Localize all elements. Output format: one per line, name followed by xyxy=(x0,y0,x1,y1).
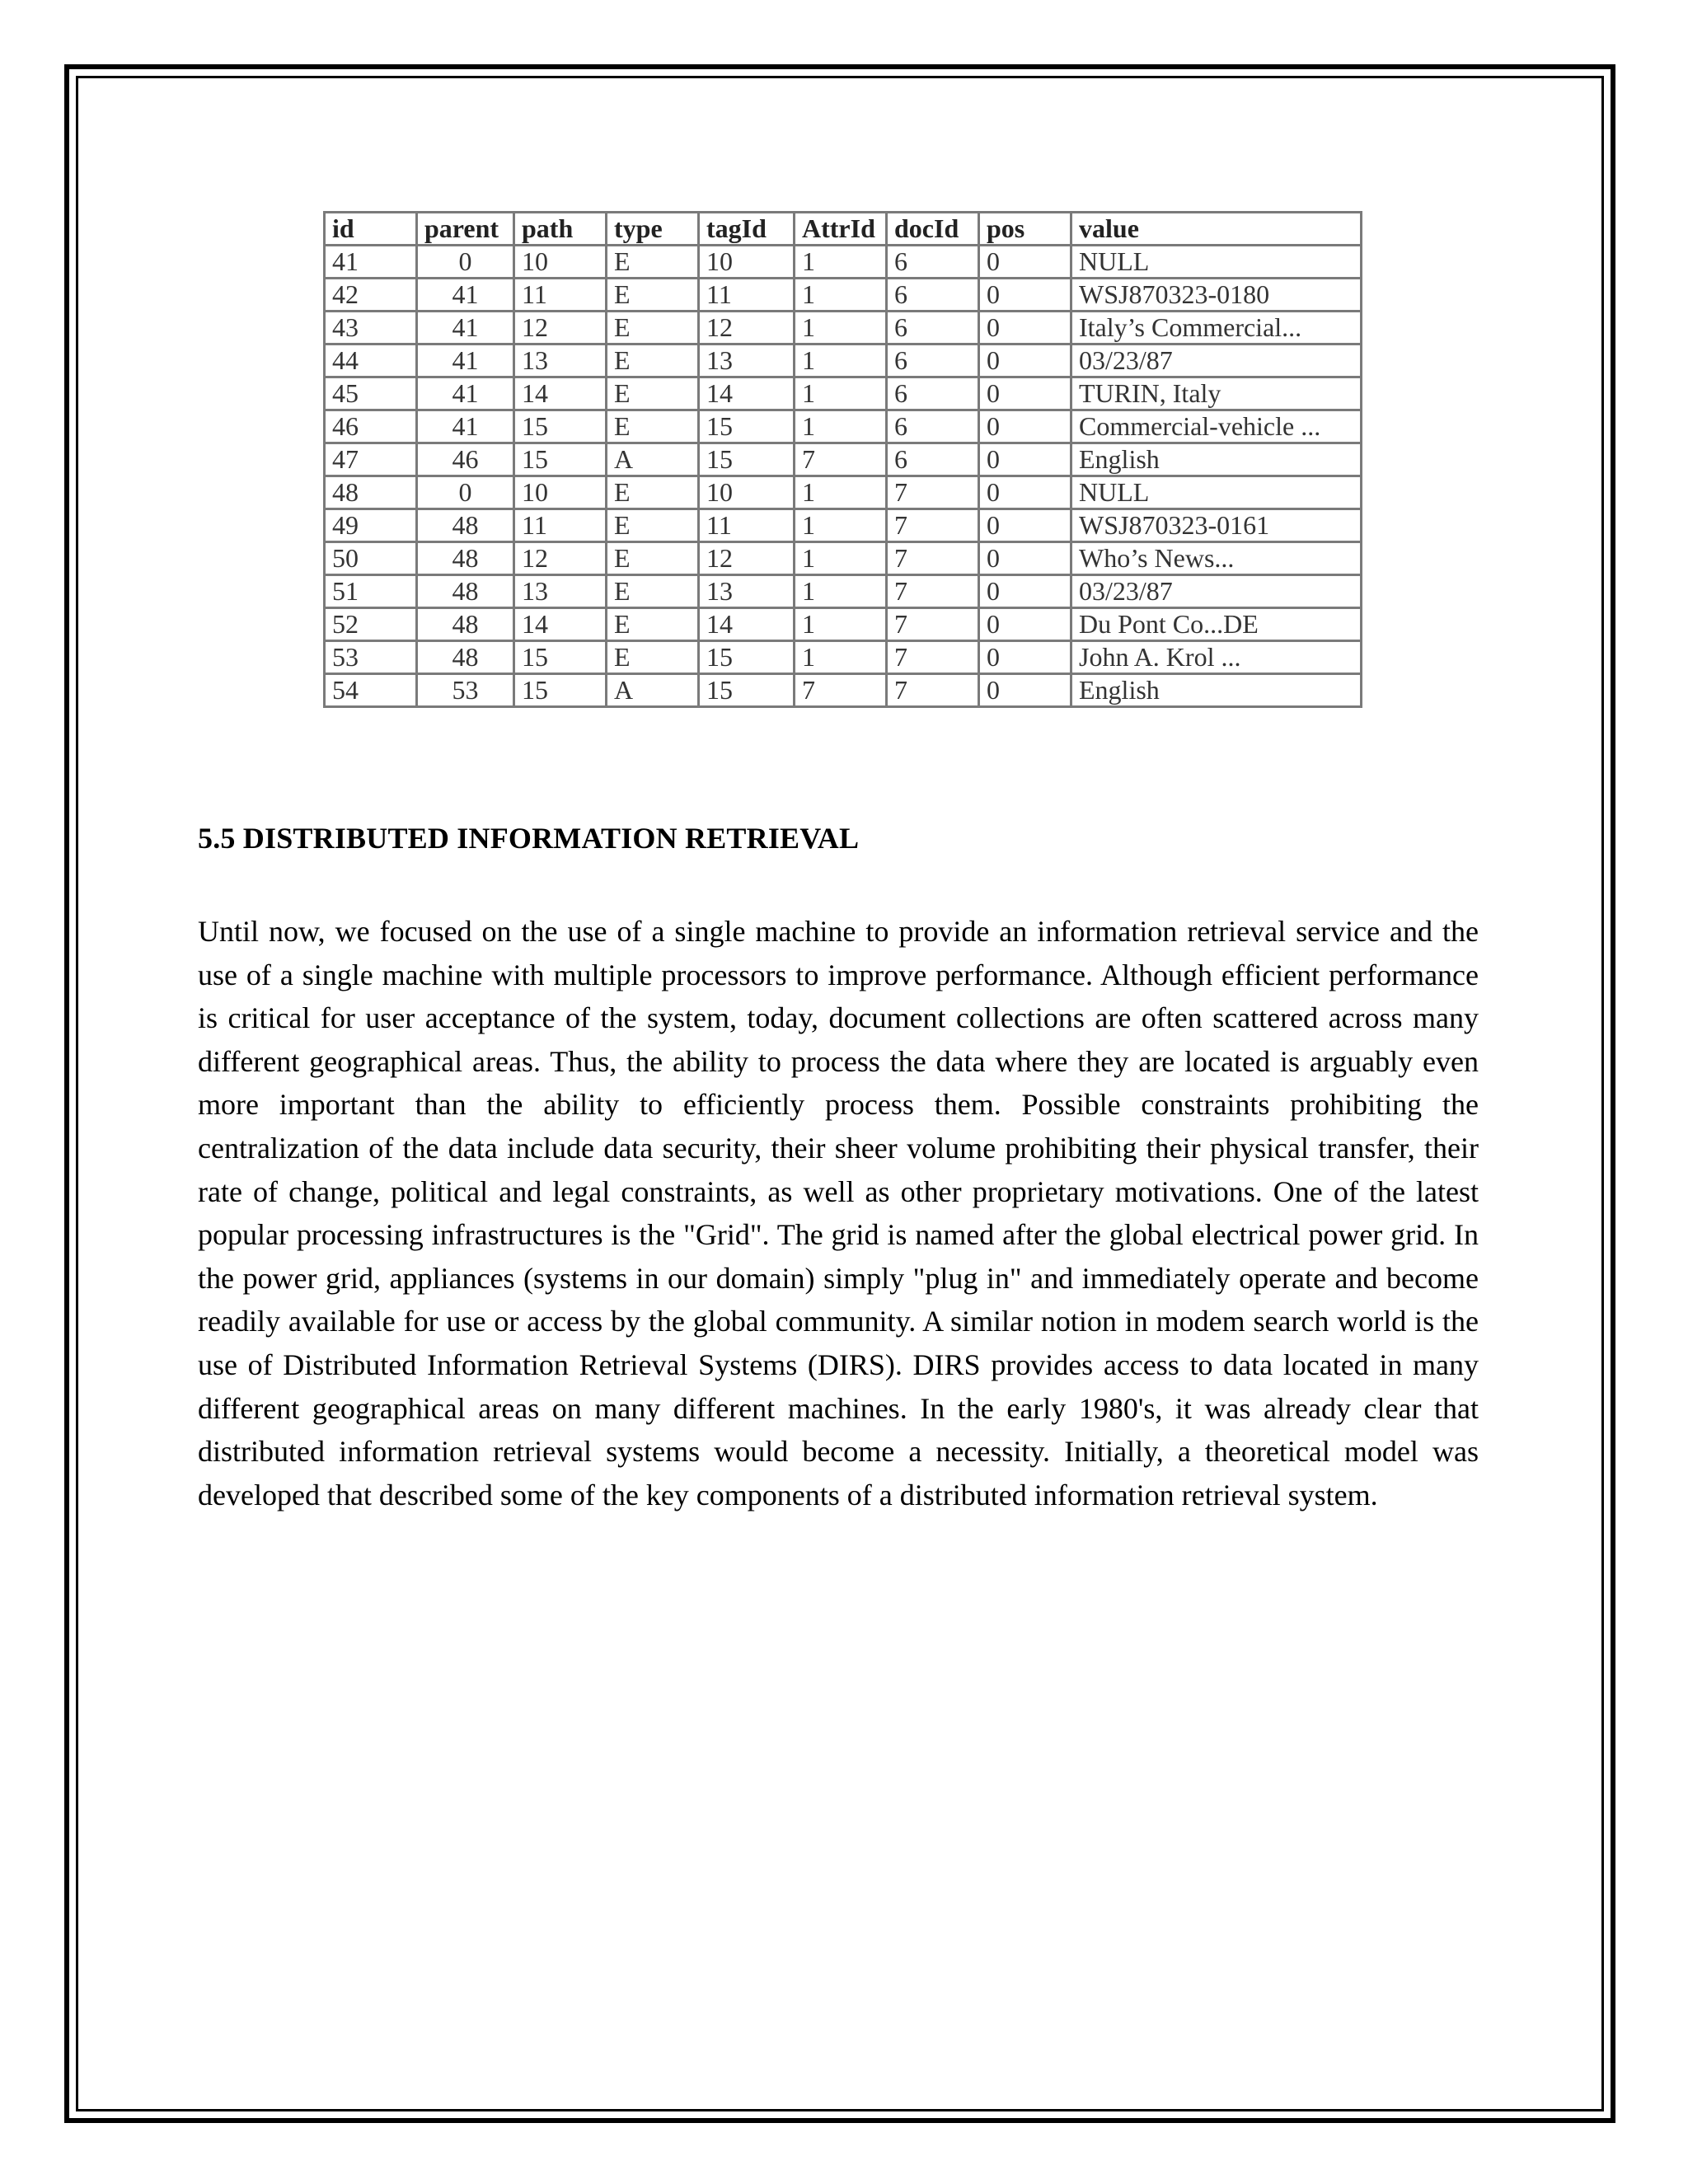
table-cell-value: NULL xyxy=(1071,476,1362,509)
table-cell-path: 13 xyxy=(514,344,607,377)
table-row xyxy=(325,279,1362,312)
table-cell-type: E xyxy=(607,608,699,641)
table-cell-path: 11 xyxy=(514,509,607,542)
table-cell-type: E xyxy=(607,641,699,674)
table-cell-type: E xyxy=(607,344,699,377)
table-cell-pos: 0 xyxy=(979,575,1071,608)
table-cell-tagid: 15 xyxy=(699,443,795,476)
table-cell-type: E xyxy=(607,575,699,608)
table-cell-path: 10 xyxy=(514,476,607,509)
table-cell-value: NULL xyxy=(1071,246,1362,279)
table-cell-pos: 0 xyxy=(979,377,1071,410)
table-cell-value: WSJ870323-0180 xyxy=(1071,279,1362,312)
table-cell-docid: 6 xyxy=(887,246,979,279)
table-cell-id: 48 xyxy=(325,476,417,509)
table-cell-path: 15 xyxy=(514,674,607,707)
table-cell-tagid: 15 xyxy=(699,674,795,707)
table-cell-attrid: 1 xyxy=(795,608,887,641)
table-cell-path: 11 xyxy=(514,279,607,312)
data-table-container xyxy=(323,211,1360,708)
table-row xyxy=(325,608,1362,641)
table-cell-path: 12 xyxy=(514,542,607,575)
table-header-row xyxy=(325,213,1362,246)
table-cell-id: 43 xyxy=(325,312,417,344)
table-cell-tagid: 14 xyxy=(699,377,795,410)
table-cell-docid: 6 xyxy=(887,377,979,410)
table-cell-type: E xyxy=(607,509,699,542)
table-cell-path: 13 xyxy=(514,575,607,608)
table-cell-value: TURIN, Italy xyxy=(1071,377,1362,410)
table-cell-path: 15 xyxy=(514,410,607,443)
table-cell-attrid: 1 xyxy=(795,344,887,377)
table-cell-value: WSJ870323-0161 xyxy=(1071,509,1362,542)
table-cell-pos: 0 xyxy=(979,246,1071,279)
table-cell-pos: 0 xyxy=(979,674,1071,707)
column-header-tagid: tagId xyxy=(699,213,795,246)
table-cell-pos: 0 xyxy=(979,476,1071,509)
table-cell-path: 14 xyxy=(514,608,607,641)
table-cell-value: Du Pont Co...DE xyxy=(1071,608,1362,641)
table-cell-pos: 0 xyxy=(979,542,1071,575)
column-header-value: value xyxy=(1071,213,1362,246)
section-heading: 5.5 DISTRIBUTED INFORMATION RETRIEVAL xyxy=(198,822,860,855)
table-cell-docid: 7 xyxy=(887,641,979,674)
table-row xyxy=(325,344,1362,377)
table-cell-value: Italy’s Commercial... xyxy=(1071,312,1362,344)
table-cell-parent: 41 xyxy=(417,279,514,312)
table-cell-value: 03/23/87 xyxy=(1071,344,1362,377)
table-cell-tagid: 15 xyxy=(699,641,795,674)
table-cell-value: Commercial-vehicle ... xyxy=(1071,410,1362,443)
table-cell-parent: 41 xyxy=(417,377,514,410)
table-cell-id: 42 xyxy=(325,279,417,312)
table-cell-attrid: 1 xyxy=(795,279,887,312)
table-cell-type: E xyxy=(607,377,699,410)
table-cell-parent: 53 xyxy=(417,674,514,707)
table-cell-id: 45 xyxy=(325,377,417,410)
table-cell-pos: 0 xyxy=(979,509,1071,542)
column-header-docid: docId xyxy=(887,213,979,246)
table-cell-docid: 7 xyxy=(887,575,979,608)
table-cell-id: 47 xyxy=(325,443,417,476)
table-cell-id: 51 xyxy=(325,575,417,608)
table-cell-attrid: 7 xyxy=(795,674,887,707)
table-cell-attrid: 1 xyxy=(795,575,887,608)
table-cell-parent: 41 xyxy=(417,344,514,377)
table-cell-pos: 0 xyxy=(979,410,1071,443)
table-row xyxy=(325,476,1362,509)
table-cell-pos: 0 xyxy=(979,641,1071,674)
table-cell-id: 46 xyxy=(325,410,417,443)
table-cell-parent: 41 xyxy=(417,410,514,443)
table-row xyxy=(325,246,1362,279)
table-row xyxy=(325,509,1362,542)
table-cell-parent: 0 xyxy=(417,476,514,509)
table-cell-id: 53 xyxy=(325,641,417,674)
data-table xyxy=(323,211,1362,708)
table-row xyxy=(325,443,1362,476)
table-cell-value: English xyxy=(1071,443,1362,476)
table-row xyxy=(325,575,1362,608)
table-cell-path: 14 xyxy=(514,377,607,410)
table-cell-path: 12 xyxy=(514,312,607,344)
table-cell-attrid: 7 xyxy=(795,443,887,476)
table-cell-docid: 6 xyxy=(887,279,979,312)
table-cell-attrid: 1 xyxy=(795,542,887,575)
table-cell-type: A xyxy=(607,443,699,476)
table-cell-id: 49 xyxy=(325,509,417,542)
table-cell-docid: 7 xyxy=(887,542,979,575)
table-cell-parent: 48 xyxy=(417,641,514,674)
table-cell-value: English xyxy=(1071,674,1362,707)
table-cell-id: 41 xyxy=(325,246,417,279)
table-cell-docid: 6 xyxy=(887,443,979,476)
column-header-pos: pos xyxy=(979,213,1071,246)
table-cell-id: 50 xyxy=(325,542,417,575)
table-cell-type: A xyxy=(607,674,699,707)
table-cell-id: 54 xyxy=(325,674,417,707)
table-cell-attrid: 1 xyxy=(795,377,887,410)
table-cell-parent: 46 xyxy=(417,443,514,476)
column-header-type: type xyxy=(607,213,699,246)
table-cell-type: E xyxy=(607,476,699,509)
table-cell-value: John A. Krol ... xyxy=(1071,641,1362,674)
table-cell-docid: 7 xyxy=(887,509,979,542)
table-cell-attrid: 1 xyxy=(795,312,887,344)
table-cell-attrid: 1 xyxy=(795,641,887,674)
table-cell-attrid: 1 xyxy=(795,410,887,443)
table-cell-value: Who’s News... xyxy=(1071,542,1362,575)
table-cell-pos: 0 xyxy=(979,443,1071,476)
table-cell-path: 10 xyxy=(514,246,607,279)
table-cell-tagid: 14 xyxy=(699,608,795,641)
table-cell-type: E xyxy=(607,410,699,443)
table-cell-docid: 7 xyxy=(887,674,979,707)
table-cell-pos: 0 xyxy=(979,279,1071,312)
table-cell-pos: 0 xyxy=(979,608,1071,641)
table-cell-type: E xyxy=(607,279,699,312)
table-cell-id: 44 xyxy=(325,344,417,377)
table-cell-type: E xyxy=(607,542,699,575)
table-cell-docid: 7 xyxy=(887,608,979,641)
table-cell-tagid: 10 xyxy=(699,476,795,509)
table-cell-type: E xyxy=(607,312,699,344)
table-cell-parent: 41 xyxy=(417,312,514,344)
column-header-id: id xyxy=(325,213,417,246)
table-row xyxy=(325,542,1362,575)
table-cell-parent: 48 xyxy=(417,608,514,641)
table-cell-parent: 48 xyxy=(417,509,514,542)
table-cell-parent: 48 xyxy=(417,575,514,608)
table-cell-tagid: 13 xyxy=(699,344,795,377)
table-cell-docid: 6 xyxy=(887,410,979,443)
table-cell-tagid: 12 xyxy=(699,542,795,575)
table-row xyxy=(325,674,1362,707)
table-cell-parent: 48 xyxy=(417,542,514,575)
table-cell-docid: 6 xyxy=(887,312,979,344)
body-paragraph: Until now, we focused on the use of a single machine to provide an information retrieval service and the use of a single machine with multiple processors to improve performance. Although efficient performance is critical for user acceptance of the system, today, document collections are often scattered across many different geographical areas. Thus, the ability to process the data where they are located is arguably even more important than the ability to efficiently process them. Possible constraints prohibiting the centralization of the data include data security, their sheer volume prohibiting their physical transfer, their rate of change, political and legal constraints, as well as other proprietary motivations. One of the latest popular processing infrastructures is the "Grid". The grid is named after the global electrical power grid. In the power grid, appliances (systems in our domain) simply "plug in" and immediately operate and become readily available for use or access by the global community. A similar notion in modem search world is the use of Distributed Information Retrieval Systems (DIRS). DIRS provides access to data located in many different geographical areas on many different machines. In the early 1980's, it was already clear that distributed information retrieval systems would become a necessity. Initially, a theoretical model was developed that described some of the key components of a distributed information retrieval system. xyxy=(198,915,1479,1511)
column-header-parent: parent xyxy=(417,213,514,246)
table-row xyxy=(325,641,1362,674)
table-cell-tagid: 11 xyxy=(699,279,795,312)
table-cell-tagid: 10 xyxy=(699,246,795,279)
table-row xyxy=(325,312,1362,344)
table-cell-attrid: 1 xyxy=(795,476,887,509)
table-body xyxy=(325,246,1362,707)
table-cell-pos: 0 xyxy=(979,344,1071,377)
table-row xyxy=(325,410,1362,443)
table-cell-type: E xyxy=(607,246,699,279)
table-cell-id: 52 xyxy=(325,608,417,641)
table-cell-attrid: 1 xyxy=(795,509,887,542)
table-cell-tagid: 15 xyxy=(699,410,795,443)
table-cell-path: 15 xyxy=(514,641,607,674)
table-cell-tagid: 13 xyxy=(699,575,795,608)
table-cell-value: 03/23/87 xyxy=(1071,575,1362,608)
table-cell-path: 15 xyxy=(514,443,607,476)
table-cell-docid: 6 xyxy=(887,344,979,377)
table-cell-parent: 0 xyxy=(417,246,514,279)
table-cell-tagid: 12 xyxy=(699,312,795,344)
table-cell-tagid: 11 xyxy=(699,509,795,542)
table-row xyxy=(325,377,1362,410)
table-cell-docid: 7 xyxy=(887,476,979,509)
column-header-path: path xyxy=(514,213,607,246)
column-header-attrid: AttrId xyxy=(795,213,887,246)
table-cell-pos: 0 xyxy=(979,312,1071,344)
table-cell-attrid: 1 xyxy=(795,246,887,279)
